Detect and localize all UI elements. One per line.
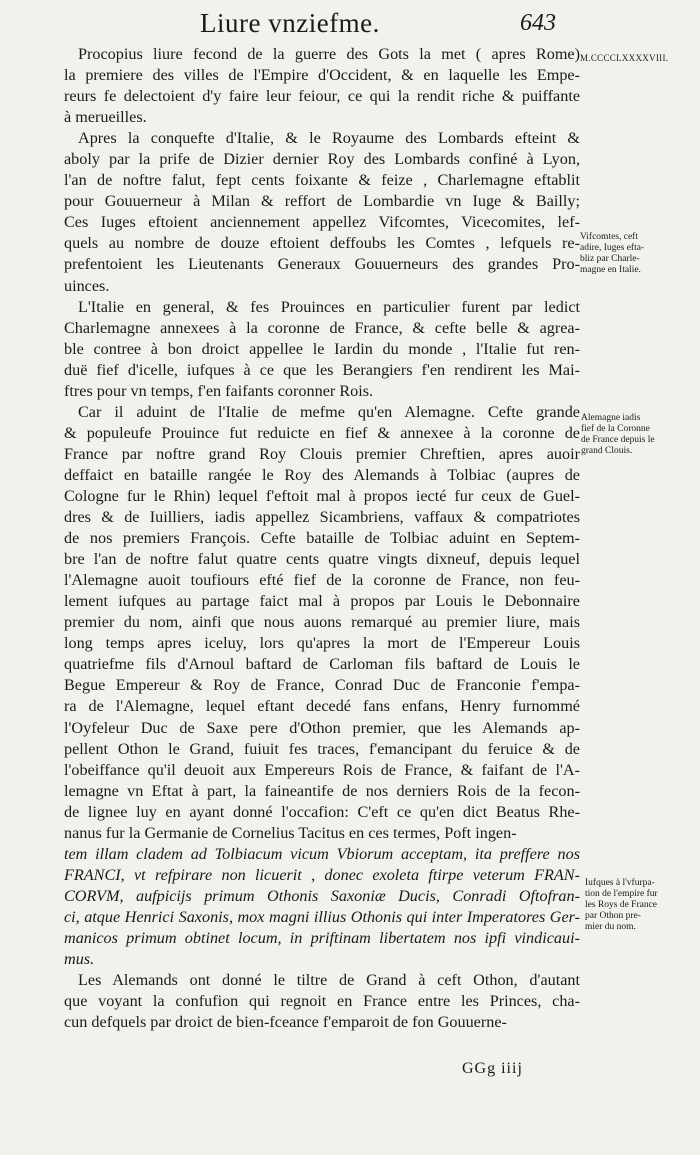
margin-note-line: adire, Iuges efta- [580,243,645,253]
text-line: deffaict en bataille rangée le Roy des Alemands à Tolbiac (aupres de [64,465,580,484]
text-line: ci, atque Henrici Saxonis, mox magni illius Othonis qui inter Imperatores Ger- [64,907,580,926]
text-line: mus. [64,950,95,969]
margin-note-line: tion de l'empire fur [585,889,658,899]
text-line: Car il aduint de l'Italie de mefme qu'en Alemagne. Cefte grande [78,402,580,421]
text-line: lemagne vn Eftat à part, la faineantife de nos derniers Rois de la fecon- [64,781,580,800]
text-line: bre l'an de noftre falut quatre cents quatre vingts dixneuf, depuis lequel [64,550,580,569]
text-line: manicos primum obtinet locum, in priftinam libertatem nos ipfi vindicaui- [64,928,580,947]
text-line: long temps apres iceluy, lors qu'apres la mort de l'Empereur Louis [64,634,580,653]
text-line: uinces. [64,276,110,295]
margin-note-viscomtes [580,232,644,276]
text-line: quatriefme fils d'Arnoul baftard de Carloman fils baftard de Louis le [64,655,580,674]
marginal-date: M.CCCCLXXXXVIII. [580,53,669,63]
margin-note-alemagne [581,413,655,457]
text-line: l'an de noftre falut, fept cents foixante & feize , Charlemagne eftablit [64,171,580,190]
text-line: à merueilles. [64,108,147,127]
text-line: cun defquels par droict de bien-fceance f'emparoit de fon Gouuerne- [64,1013,507,1032]
margin-note-line: grand Clouis. [581,446,633,456]
text-line: nanus fur la Germanie de Cornelius Tacitus en ces termes, Poft ingen- [64,823,517,842]
text-line: aboly par la prife de Dizier dernier Roy des Lombards confiné à Lyon, [64,150,580,169]
text-line: Begue Empereur & Roy de France, Conrad Duc de Franconie f'empa- [64,676,580,695]
margin-note-line: Iufques à l'vfurpa- [585,878,655,888]
text-line: Apres la conquefte d'Italie, & le Royaume des Lombards efteint & [78,129,580,148]
margin-note-line: bliz par Charle- [580,254,640,264]
text-line: prefentoient les Lieutenants Generaux Gouuerneurs des grandes Pro- [64,255,580,274]
signature-mark: GGg iiij [462,1060,523,1077]
text-line: la premiere des villes de l'Empire d'Occident, & en laquelle les Empe- [64,66,580,85]
text-line: reurs fe delectoient d'y faire leur feiour, ce qui la rendit riche & puiffante [64,87,580,106]
text-line: France par noftre grand Roy Clouis premier Chreftien, apres auoir [64,444,580,463]
text-line: Ces Iuges eftoient anciennement appellez Vifcomtes, Vicecomites, lef- [64,213,580,232]
text-line: ble contree à bon droict appellee le Iardin du monde , l'Italie fut ren- [64,339,580,358]
text-line: ftres pour vn temps, f'en faifants coronner Rois. [64,381,374,400]
text-line: l'Oyfeleur Duc de Saxe pere d'Othon premier, que les Alemands ap- [64,718,580,737]
margin-note-line: Vifcomtes, ceft [580,232,638,242]
text-line: duë fief d'icelle, iufques à ce que les Berangiers f'en rendirent les Mai- [64,360,580,379]
text-line: Les Alemands ont donné le tiltre de Grand à ceft Othon, d'autant [78,971,580,990]
margin-note-othon [585,878,658,933]
text-line: que voyant la confufion qui regnoit en France entre les Princes, cha- [64,992,580,1011]
text-line: tem illam cladem ad Tolbiacum vicum Vbiorum acceptam, ita preffere nos [64,844,580,863]
text-line: & populeufe Prouince fut reduicte en fief & annexee à la coronne de [64,423,580,442]
text-line: FRANCI, vt refpirare non licuerit , donec exoleta ftirpe veterum FRAN- [64,865,580,884]
text-line: de lignee luy en ayant donné l'occafion: C'eft ce qu'en dict Beatus Rhe- [64,802,580,821]
margin-note-line: les Roys de France [585,900,658,910]
text-line: pellent Othon le Grand, fuiuit fes traces, f'emancipant du feruice & de [64,739,580,758]
running-head [0,8,700,42]
text-line: l'Alemagne auoit toufiours efté fief de la coronne de France, non feu- [64,571,580,590]
text-line: lement iufques au partage faict mal à propos par Louis le Debonnaire [64,592,580,611]
text-line: L'Italie en general, & fes Prouinces en particulier furent par ledict [78,297,580,316]
text-line: ra de l'Alemagne, lequel eftant decedé fans enfans, Henry furnommé [64,697,580,716]
margin-note-line: fief de la Coronne [581,424,650,434]
text-line: l'obeiffance qu'il deuoit aux Empereurs Rois de France, & faifant de l'A- [64,760,580,779]
text-line: CORVM, aufpicijs primum Othonis Saxoniæ Ducis, Conradi Oftofran- [64,886,580,905]
text-line: quels au nombre de douze eftoient deffoubs les Comtes , lefquels re- [64,234,580,253]
margin-note-line: Alemagne iadis [581,413,641,423]
text-line: Charlemagne annexees à la coronne de France, & cefte belle & agrea- [64,318,580,337]
main-text [64,44,580,1033]
text-line: premier du nom, ainfi que nous auons remarqué au premier liure, mais [64,613,580,632]
page-number: 643 [520,10,556,36]
margin-note-line: magne en Italie. [580,265,641,275]
text-line: Procopius liure fecond de la guerre des Gots la met ( apres Rome) [78,45,580,63]
text-line: dres & de Iuilliers, iadis appellez Sicambriens, vaffaux & compatriotes [64,508,580,527]
running-title: Liure vnziefme. [200,8,380,38]
text-line: pour Gouuerneur à Milan & reffort de Lombardie vn Iuge & Bailly; [64,192,580,211]
margin-note-line: par Othon pre- [585,911,641,921]
text-line: de nos premiers François. Cefte bataille de Tolbiac aduint en Septem- [64,529,580,548]
margin-note-line: mier du nom. [585,922,636,932]
margin-note-line: de France depuis le [581,435,655,445]
text-line: Cologne fur le Rhin) lequel f'eftoit mal à propos iecté fur ceux de Guel- [64,486,580,505]
